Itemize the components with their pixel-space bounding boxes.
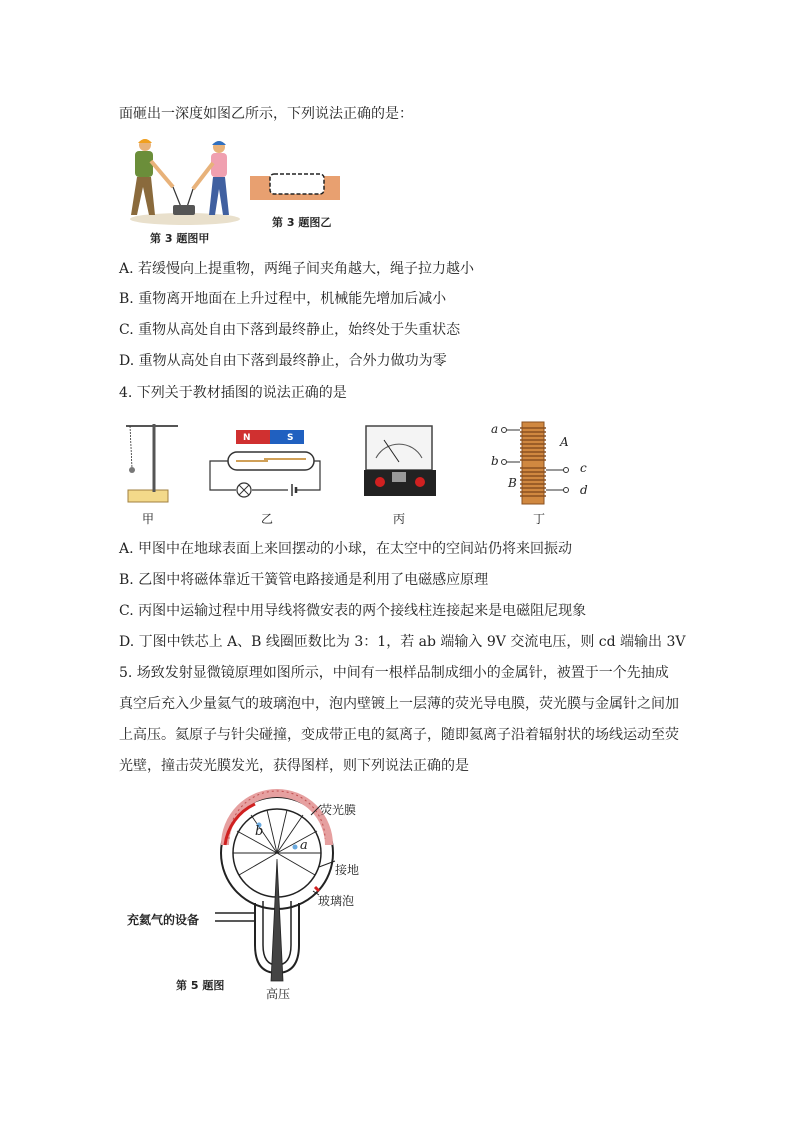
q4-option-a: A. 甲图中在地球表面上来回摆动的小球，在太空中的空间站仍将来回振动 <box>119 541 573 557</box>
fig4-yi-label: 乙 <box>261 512 274 526</box>
helium-label: 充氦气的设备 <box>127 913 200 927</box>
q4-option-d: D. 丁图中铁芯上 A、B 线圈匝数比为 3：1，若 ab 端输入 9V 交流电压，则 cd 端输出 3V <box>119 634 686 650</box>
q5-line-1: 5. 场致发射显微镜原理如图所示，中间有一根样品制成细小的金属针，被置于一个先抽成 <box>119 665 669 681</box>
magnet-n-label: N <box>243 433 251 443</box>
terminal-b-label: b <box>491 454 499 468</box>
fig3-jia-caption: 第 3 题图甲 <box>150 232 210 245</box>
q3-option-b: B. 重物离开地面在上升过程中，机械能先增加后减小 <box>119 291 447 307</box>
coil-b-label: B <box>508 476 517 490</box>
q4-option-c: C. 丙图中运输过程中用导线将微安表的两个接线柱连接起来是电磁阻尼现象 <box>119 603 587 619</box>
fig3-yi-caption: 第 3 题图乙 <box>272 216 332 229</box>
ion-a-label: a <box>300 838 308 853</box>
q3-option-a: A. 若缓慢向上提重物，两绳子间夹角越大，绳子拉力越小 <box>119 261 475 277</box>
bulb-label: 玻璃泡 <box>318 894 355 908</box>
terminal-a-label: a <box>491 422 499 436</box>
terminal-c-label: c <box>580 461 587 475</box>
q5-line-3: 上高压。氦原子与针尖碰撞，变成带正电的氦离子，随即氦离子沿着辐射状的场线运动至荧 <box>119 727 679 743</box>
fig5-microscope <box>215 795 345 985</box>
fig3-yi-illustration <box>250 170 340 200</box>
q3-option-c: C. 重物从高处自由下落到最终静止，始终处于失重状态 <box>119 322 461 338</box>
fig4-jia-pendulum <box>122 418 182 508</box>
fig5-caption: 第 5 题图 <box>176 979 225 992</box>
coil-a-label: A <box>560 435 569 449</box>
ion-b-label: b <box>255 824 264 839</box>
terminal-d-label: d <box>580 483 588 497</box>
q5-line-2: 真空后充入少量氦气的玻璃泡中，泡内壁镀上一层薄的荧光导电膜，荧光膜与金属针之间加 <box>119 696 679 712</box>
hv-label: 高压 <box>266 987 291 1001</box>
q4-stem: 4. 下列关于教材插图的说法正确的是 <box>119 385 347 401</box>
fig4-yi-circuit <box>206 430 326 500</box>
fig4-ding-label: 丁 <box>533 512 546 526</box>
fig4-bing-meter <box>364 424 436 500</box>
fig4-bing-label: 丙 <box>393 512 406 526</box>
fig4-jia-label: 甲 <box>142 512 155 526</box>
ground-label: 接地 <box>335 863 360 877</box>
fig3-jia-illustration <box>125 135 245 227</box>
q3-option-d: D. 重物从高处自由下落到最终静止，合外力做功为零 <box>119 353 447 369</box>
magnet-s-label: S <box>287 433 294 443</box>
q4-option-b: B. 乙图中将磁体靠近干簧管电路接通是利用了电磁感应原理 <box>119 572 489 588</box>
q5-line-4: 光壁，撞击荧光膜发光，获得图样，则下列说法正确的是 <box>119 758 469 774</box>
q3-stem-tail: 面砸出一深度如图乙所示，下列说法正确的是： <box>119 106 413 122</box>
film-label: 荧光膜 <box>320 803 357 817</box>
